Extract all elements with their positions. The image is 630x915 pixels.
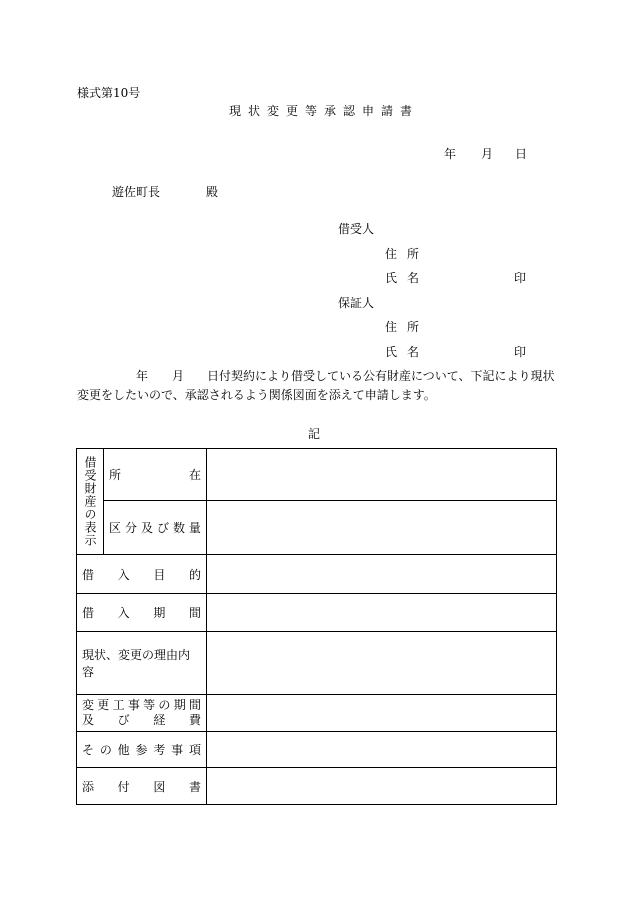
- addressee-honorific: 殿: [206, 185, 219, 199]
- other-label-part: 他: [117, 743, 130, 757]
- form-number: 様式第10号: [77, 86, 141, 100]
- purpose-value-cell[interactable]: [207, 555, 557, 594]
- location-value-cell[interactable]: [207, 449, 557, 501]
- work-period-cost-value-cell[interactable]: [207, 695, 557, 732]
- attachments-value-cell[interactable]: [207, 768, 557, 805]
- other-label-part: 項: [188, 743, 201, 757]
- borrower-label: 借受人: [338, 222, 375, 236]
- attachments-label-part: 添: [82, 779, 95, 794]
- period-label-part: 期: [153, 606, 166, 620]
- guarantor-label: 保証人: [338, 296, 375, 310]
- category-label-part: 数: [172, 521, 185, 535]
- body-year-label: 年: [136, 369, 149, 383]
- other-label-part: そ: [82, 743, 95, 757]
- period-label-part: 借: [82, 606, 95, 620]
- guarantor-seal-mark: 印: [514, 345, 527, 359]
- cost-label-part: 変: [82, 698, 95, 712]
- other-label-part: 考: [153, 743, 166, 757]
- date-day-label: 日: [515, 147, 528, 161]
- attachments-label-part: 書: [188, 779, 201, 794]
- ki-heading: 記: [308, 427, 321, 441]
- cost-label-part: 事: [127, 698, 140, 712]
- cost-label-part: 経: [153, 713, 166, 727]
- property-group-header: 借受財産の表示: [83, 456, 97, 547]
- cost-label-part: 等: [143, 698, 156, 712]
- period-label-part: 入: [117, 606, 130, 620]
- purpose-label-part: 的: [188, 567, 201, 582]
- other-label-part: 事: [171, 743, 184, 757]
- borrower-name-label-2: 名: [407, 271, 420, 285]
- period-label-part: 間: [188, 606, 201, 620]
- body-line-2: 変更をしたいので、承認されるよう関係図面を添えて申請します。: [77, 388, 436, 402]
- other-label-part: の: [99, 743, 112, 757]
- addressee-name: 遊佐町長: [112, 185, 161, 199]
- document-title: 現状変更等承認申請書: [229, 104, 420, 118]
- date-month-label: 月: [481, 147, 494, 161]
- borrower-seal-mark: 印: [514, 271, 527, 285]
- other-notes-label-cell: [77, 732, 207, 768]
- cost-label-part: 更: [97, 698, 110, 712]
- guarantor-name-label-1: 氏: [385, 345, 398, 359]
- location-label-cell: [104, 449, 207, 501]
- category-label-part: 及: [140, 521, 153, 535]
- guarantor-address-label-2: 所: [407, 320, 420, 334]
- period-label-cell: [77, 594, 207, 632]
- body-month-label: 月: [172, 369, 185, 383]
- purpose-label-cell: [77, 555, 207, 594]
- category-label-part: 区: [109, 521, 122, 535]
- guarantor-address-label-1: 住: [385, 320, 398, 334]
- cost-label-part: 工: [112, 698, 125, 712]
- purpose-label-part: 借: [82, 567, 95, 582]
- borrower-address-label-2: 所: [407, 247, 420, 261]
- location-label-part: 在: [188, 468, 201, 482]
- attachments-label-part: 図: [153, 779, 166, 794]
- other-label-part: 参: [135, 743, 148, 757]
- cost-label-part: 及: [82, 713, 95, 727]
- category-label-part: 量: [188, 521, 201, 535]
- reason-label: 現状、変更の理由内容: [82, 648, 191, 679]
- purpose-label-part: 目: [153, 567, 166, 582]
- category-quantity-label-cell: [104, 501, 207, 555]
- date-year-label: 年: [444, 147, 457, 161]
- borrower-name-label-1: 氏: [385, 271, 398, 285]
- reason-label-cell: [77, 632, 207, 695]
- borrower-address-label-1: 住: [385, 247, 398, 261]
- work-period-cost-label-cell: [77, 695, 207, 732]
- other-notes-value-cell[interactable]: [207, 732, 557, 768]
- cost-label-part: び: [117, 713, 130, 727]
- cost-label-part: の: [158, 698, 171, 712]
- body-line-1: 日付契約により借受している公有財産について、下記により現状: [207, 369, 555, 383]
- property-table: [76, 448, 557, 805]
- guarantor-name-label-2: 名: [407, 345, 420, 359]
- cost-label-part: 費: [188, 713, 201, 727]
- category-quantity-value-cell[interactable]: [207, 501, 557, 555]
- attachments-label-part: 付: [117, 779, 130, 794]
- cost-label-part: 期: [173, 698, 186, 712]
- category-label-part: 分: [124, 521, 137, 535]
- cost-label-part: 間: [188, 698, 201, 712]
- reason-value-cell[interactable]: [207, 632, 557, 695]
- purpose-label-part: 入: [117, 567, 130, 582]
- location-label-part: 所: [109, 468, 122, 482]
- period-value-cell[interactable]: [207, 594, 557, 632]
- attachments-label-cell: [77, 768, 207, 805]
- category-label-part: び: [156, 521, 169, 535]
- property-group-header-cell: [77, 449, 104, 555]
